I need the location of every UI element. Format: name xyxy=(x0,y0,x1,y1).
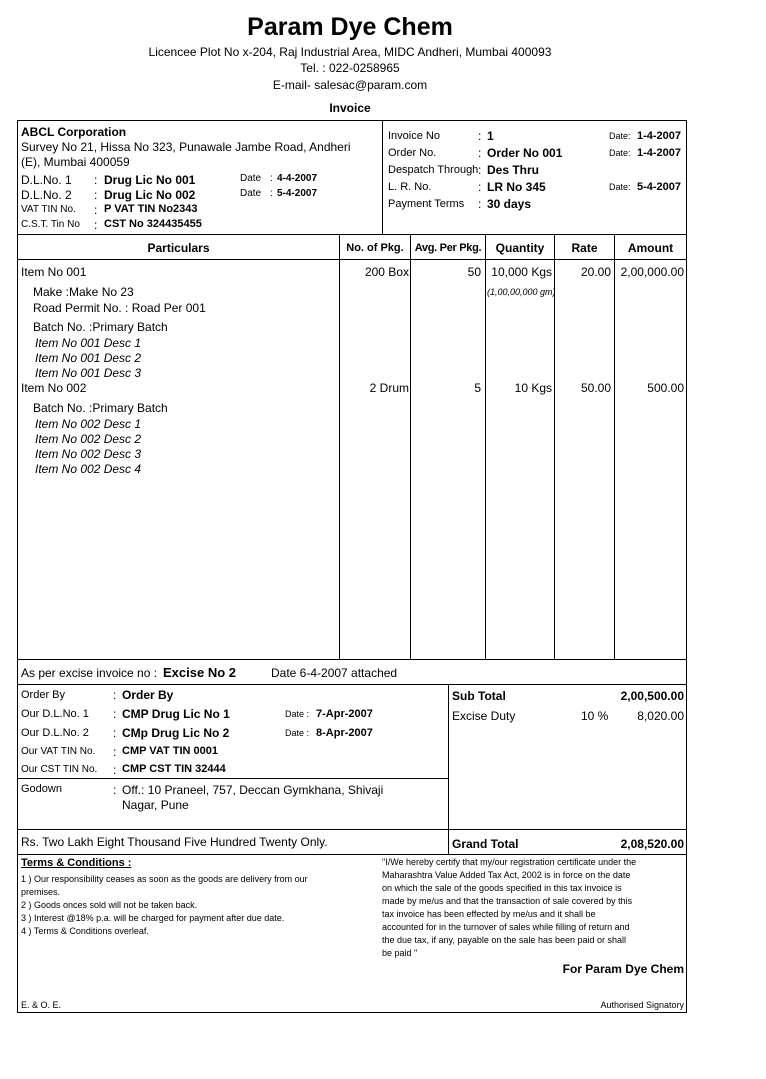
item-pkg: 200 Box xyxy=(364,265,409,279)
colon: : xyxy=(113,726,117,740)
our-dl2-date-label: Date : xyxy=(285,728,310,738)
our-dl1: CMP Drug Lic No 1 xyxy=(122,707,230,721)
buyer-divider xyxy=(382,120,383,235)
colon: : xyxy=(478,146,482,160)
item-avg: 5 xyxy=(474,381,481,395)
colon: : xyxy=(478,129,482,143)
colon: : xyxy=(113,763,117,777)
invoice-no: 1 xyxy=(487,129,494,143)
our-dl1-label: Our D.L.No. 1 xyxy=(21,708,89,720)
grand-total-label: Grand Total xyxy=(452,837,519,851)
item-amount: 2,00,000.00 xyxy=(620,265,684,279)
table-header-bottom xyxy=(17,259,687,260)
lr-label: L. R. No. xyxy=(388,181,432,193)
colon: : xyxy=(94,218,98,232)
invoice-no-label: Invoice No xyxy=(388,130,440,142)
item-name: Item No 002 xyxy=(21,381,87,395)
our-vat-label: Our VAT TIN No. xyxy=(21,746,96,757)
declaration-line: the due tax, if any, payable on the sale has been paid or shall xyxy=(382,935,627,945)
excise-duty-label: Excise Duty xyxy=(452,709,516,723)
item-name: Item No 001 xyxy=(21,265,87,279)
frame-bottom xyxy=(17,1012,687,1013)
buyer-dl2-date: 5-4-2007 xyxy=(277,188,318,199)
item-desc: Item No 002 Desc 3 xyxy=(35,447,142,461)
order-divider xyxy=(17,778,449,779)
frame-top xyxy=(17,120,687,121)
excise-label: As per excise invoice no : xyxy=(21,666,158,680)
company-email: E-mail- salesac@param.com xyxy=(272,78,428,92)
header-table-top xyxy=(17,234,687,235)
colon: : xyxy=(478,197,482,211)
header-amount: Amount xyxy=(627,241,674,255)
our-dl2: CMp Drug Lic No 2 xyxy=(122,726,230,740)
godown-address-1: Off.: 10 Praneel, 757, Deccan Gymkhana, Shivaji xyxy=(122,783,384,797)
order-by: Order By xyxy=(122,688,174,702)
colon: : xyxy=(94,188,98,202)
despatch-label: Despatch Through xyxy=(388,164,479,176)
lr-date: 5-4-2007 xyxy=(637,181,682,193)
terms-line: 3 ) Interest @18% p.a. will be charged for payment after due date. xyxy=(21,913,285,923)
terms-line: 2 ) Goods onces sold will not be taken back. xyxy=(21,900,198,910)
colon: : xyxy=(113,707,117,721)
terms-line: premises. xyxy=(21,887,61,897)
lr-date-label: Date: xyxy=(609,182,631,192)
lr-no: LR No 345 xyxy=(487,180,546,194)
colon: : xyxy=(94,203,98,217)
doc-title: Invoice xyxy=(329,101,371,115)
godown-address-2: Nagar, Pune xyxy=(122,798,189,812)
eoe: E. & O. E. xyxy=(21,1000,62,1010)
buyer-dl1-value: Drug Lic No 001 xyxy=(104,173,196,187)
our-dl1-date-label: Date : xyxy=(285,709,310,719)
declaration-line: Maharashtra Value Added Tax Act, 2002 is in force on the date xyxy=(382,870,631,880)
buyer-vat-value: P VAT TIN No2343 xyxy=(104,203,198,215)
colon: : xyxy=(270,173,273,184)
item-batch: Batch No. :Primary Batch xyxy=(33,401,168,415)
grand-total-value: 2,08,520.00 xyxy=(620,837,684,851)
item-desc: Item No 002 Desc 2 xyxy=(35,432,142,446)
excise-duty-amt: 8,020.00 xyxy=(637,709,684,723)
buyer-cst-label: C.S.T. Tin No xyxy=(21,219,80,230)
col-divider-2 xyxy=(410,234,411,659)
col-divider-1 xyxy=(339,234,340,659)
item-batch: Batch No. :Primary Batch xyxy=(33,320,168,334)
col-divider-3 xyxy=(485,234,486,659)
our-dl1-date: 7-Apr-2007 xyxy=(316,708,373,720)
item-make: Make :Make No 23 xyxy=(33,285,134,299)
excise-duty-pct: 10 % xyxy=(581,709,609,723)
item-desc: Item No 001 Desc 1 xyxy=(35,336,142,350)
buyer-address-2: (E), Mumbai 400059 xyxy=(21,155,130,169)
for-company: For Param Dye Chem xyxy=(562,962,684,976)
header-rate: Rate xyxy=(571,241,598,255)
buyer-dl2-value: Drug Lic No 002 xyxy=(104,188,196,202)
item-desc: Item No 001 Desc 3 xyxy=(35,366,142,380)
buyer-cst-value: CST No 324435455 xyxy=(104,218,202,230)
item-qty: 10,000 Kgs xyxy=(491,265,552,279)
order-no: Order No 001 xyxy=(487,146,563,160)
order-no-label: Order No. xyxy=(388,147,437,159)
buyer-dl1-date: 4-4-2007 xyxy=(277,173,318,184)
godown-label: Godown xyxy=(21,783,62,795)
colon: : xyxy=(270,188,273,199)
item-rate: 20.00 xyxy=(580,265,611,279)
buyer-dl1-label: D.L.No. 1 xyxy=(21,173,72,187)
header-particulars: Particulars xyxy=(147,241,210,255)
declaration-line: on which the sale of the goods specified in this tax invoice is xyxy=(382,883,622,893)
item-desc: Item No 002 Desc 1 xyxy=(35,417,142,431)
colon: : xyxy=(478,180,482,194)
item-rate: 50.00 xyxy=(580,381,611,395)
payment-terms: 30 days xyxy=(487,197,532,211)
item-desc: Item No 001 Desc 2 xyxy=(35,351,142,365)
company-address: Licencee Plot No x-204, Raj Industrial Area, MIDC Andheri, Mumbai 400093 xyxy=(148,45,552,59)
buyer-vat-label: VAT TIN No. xyxy=(21,204,76,215)
item-pkg: 2 Drum xyxy=(369,381,409,395)
company-name: Param Dye Chem xyxy=(247,13,453,41)
item-qty: 10 Kgs xyxy=(514,381,552,395)
terms-title: Terms & Conditions : xyxy=(21,857,132,869)
invoice-date-label: Date: xyxy=(609,131,631,141)
order-date: 1-4-2007 xyxy=(637,147,682,159)
colon: : xyxy=(113,783,117,797)
declaration-line: "I/We hereby certify that my/our registration certificate under the xyxy=(382,857,637,867)
header-quantity: Quantity xyxy=(495,241,545,255)
terms-line: 4 ) Terms & Conditions overleaf. xyxy=(21,926,149,936)
item-permit: Road Permit No. : Road Per 001 xyxy=(33,301,206,315)
subtotal-label: Sub Total xyxy=(452,689,506,703)
invoice-date: 1-4-2007 xyxy=(637,130,682,142)
declaration-line: accounted for in the turnover of sales while filling of return and xyxy=(382,922,630,932)
declaration-line: made by me/us and that the transaction of sale covered by this xyxy=(382,896,633,906)
order-date-label: Date: xyxy=(609,148,631,158)
terms-line: 1 ) Our responsibility ceases as soon as the goods are delivery from our xyxy=(21,874,308,884)
excise-row-bottom xyxy=(17,684,687,685)
terms-label: Payment Terms xyxy=(388,198,465,210)
our-cst: CMP CST TIN 32444 xyxy=(122,763,226,775)
buyer-dl2-date-label: Date xyxy=(240,188,262,199)
item-amount: 500.00 xyxy=(647,381,684,395)
excise-value: Excise No 2 xyxy=(163,665,236,680)
header-pkg: No. of Pkg. xyxy=(346,242,404,254)
words-top xyxy=(17,829,687,830)
declaration-line: tax invoice has been effected by me/us and it shall be xyxy=(382,909,596,919)
our-dl2-date: 8-Apr-2007 xyxy=(316,727,373,739)
company-tel: Tel. : 022-0258965 xyxy=(300,61,400,75)
amount-in-words: Rs. Two Lakh Eight Thousand Five Hundred Twenty Only. xyxy=(21,835,328,849)
despatch: Des Thru xyxy=(487,163,540,177)
words-bottom xyxy=(17,854,687,855)
colon: : xyxy=(113,688,117,702)
buyer-dl2-label: D.L.No. 2 xyxy=(21,188,72,202)
buyer-name: ABCL Corporation xyxy=(21,125,127,139)
item-avg: 50 xyxy=(467,265,481,279)
item-qty-alt: (1,00,00,000 gm) xyxy=(487,287,556,297)
col-divider-5 xyxy=(614,234,615,659)
col-divider-4 xyxy=(554,234,555,659)
buyer-address-1: Survey No 21, Hissa No 323, Punawale Jambe Road, Andheri xyxy=(21,140,351,154)
our-dl2-label: Our D.L.No. 2 xyxy=(21,727,89,739)
item-desc: Item No 002 Desc 4 xyxy=(35,462,142,476)
our-vat: CMP VAT TIN 0001 xyxy=(122,745,218,757)
colon: : xyxy=(113,745,117,759)
subtotal-value: 2,00,500.00 xyxy=(620,689,684,703)
excise-date: Date 6-4-2007 attached xyxy=(271,666,398,680)
our-cst-label: Our CST TIN No. xyxy=(21,764,98,775)
colon: : xyxy=(94,173,98,187)
authorised-signatory: Authorised Signatory xyxy=(600,1000,684,1010)
frame-right xyxy=(686,120,687,1013)
colon: : xyxy=(478,163,482,177)
order-by-label: Order By xyxy=(21,689,66,701)
table-bottom xyxy=(17,659,687,660)
declaration-line: be paid " xyxy=(382,948,418,958)
header-avg: Avg. Per Pkg. xyxy=(414,242,482,254)
buyer-dl1-date-label: Date xyxy=(240,173,262,184)
